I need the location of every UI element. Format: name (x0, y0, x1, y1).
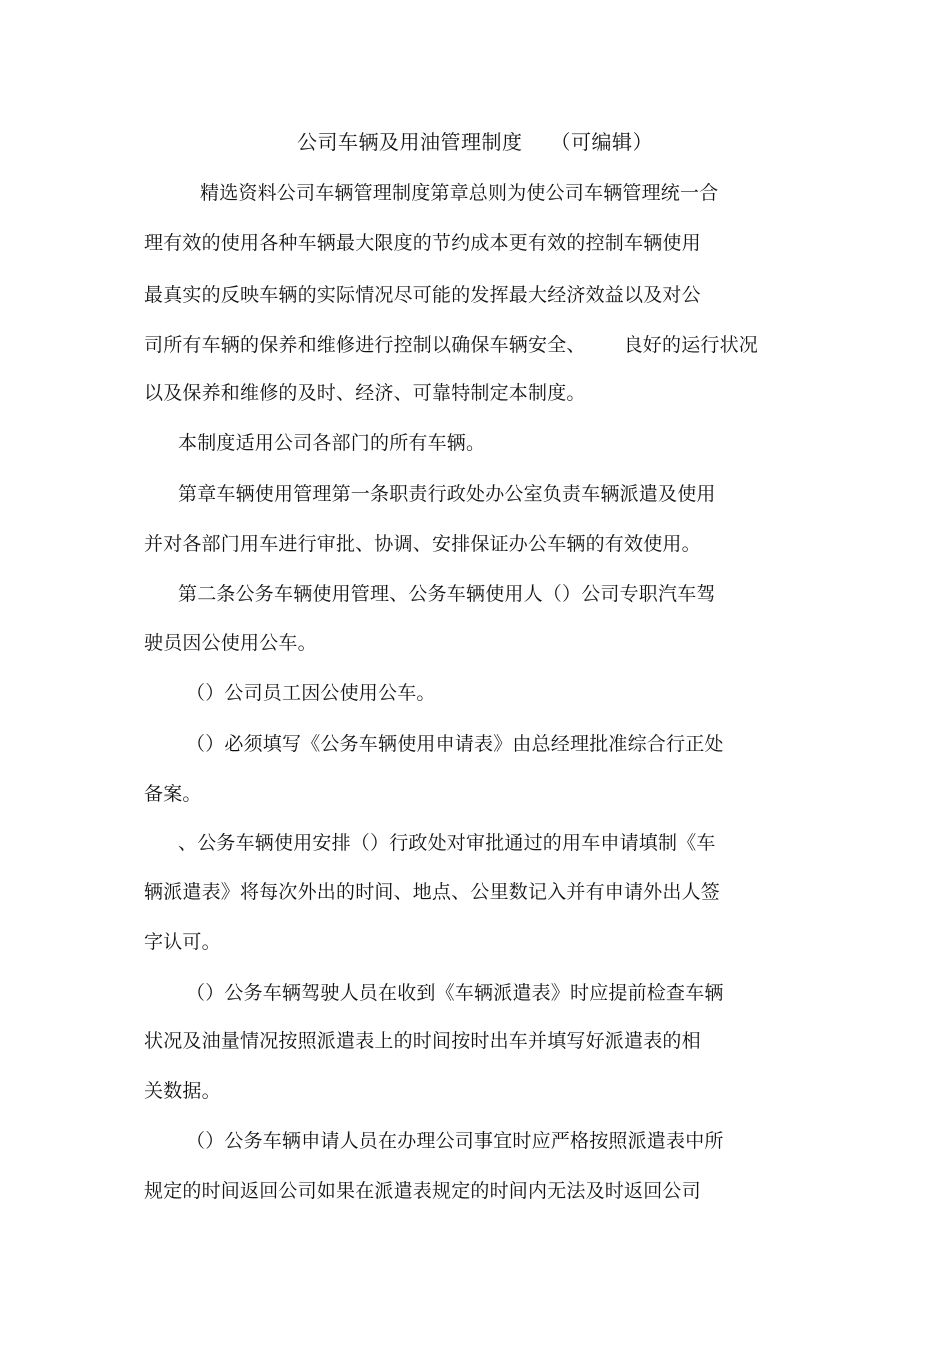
line-segment: 司所有车辆的保养和维修进行控制以确保车辆安全、 (144, 334, 586, 356)
paragraph-line: 辆派遣表》将每次外出的时间、地点、公里数记入并有申请外出人签 (144, 881, 721, 903)
document-title (0, 128, 950, 156)
paragraph-line: 理有效的使用各种车辆最大限度的节约成本更有效的控制车辆使用 (144, 232, 701, 254)
paragraph-line: 最真实的反映车辆的实际情况尽可能的发挥最大经济效益以及对公 (144, 284, 701, 306)
paragraph-line: 本制度适用公司各部门的所有车辆。 (178, 432, 486, 454)
paragraph-line: 并对各部门用车进行审批、协调、安排保证办公车辆的有效使用。 (144, 533, 701, 555)
paragraph-line: 备案。 (144, 783, 202, 805)
paragraph-line: 、公务车辆使用安排（）行政处对审批通过的用车申请填制《车 (178, 832, 716, 854)
paragraph-line: （）必须填写《公务车辆使用申请表》由总经理批准综合行正处 (186, 733, 724, 755)
line-segment: 良好的运行状况 (623, 334, 759, 356)
paragraph-line: 第章车辆使用管理第一条职责行政处办公室负责车辆派遣及使用 (178, 483, 716, 505)
paragraph-line (144, 332, 758, 358)
title-suffix: （可编辑） (550, 130, 653, 154)
paragraph-line: 精选资料公司车辆管理制度第章总则为使公司车辆管理统一合 (200, 182, 719, 204)
paragraph-line: 字认可。 (144, 931, 221, 953)
paragraph-line: （）公司员工因公使用公车。 (186, 682, 436, 704)
paragraph-line: 状况及油量情况按照派遣表上的时间按时出车并填写好派遣表的相 (144, 1030, 701, 1052)
paragraph-line: （）公务车辆申请人员在办理公司事宜时应严格按照派遣表中所 (186, 1130, 724, 1152)
paragraph-line: 规定的时间返回公司如果在派遣表规定的时间内无法及时返回公司 (144, 1180, 701, 1202)
paragraph-line: 第二条公务车辆使用管理、公务车辆使用人（）公司专职汽车驾 (178, 583, 716, 605)
paragraph-line: 关数据。 (144, 1080, 221, 1102)
paragraph-line: 驶员因公使用公车。 (144, 632, 317, 654)
paragraph-line: 以及保养和维修的及时、经济、可靠特制定本制度。 (144, 382, 586, 404)
title-main: 公司车辆及用油管理制度 (297, 130, 523, 154)
paragraph-line: （）公务车辆驾驶人员在收到《车辆派遣表》时应提前检查车辆 (186, 982, 724, 1004)
